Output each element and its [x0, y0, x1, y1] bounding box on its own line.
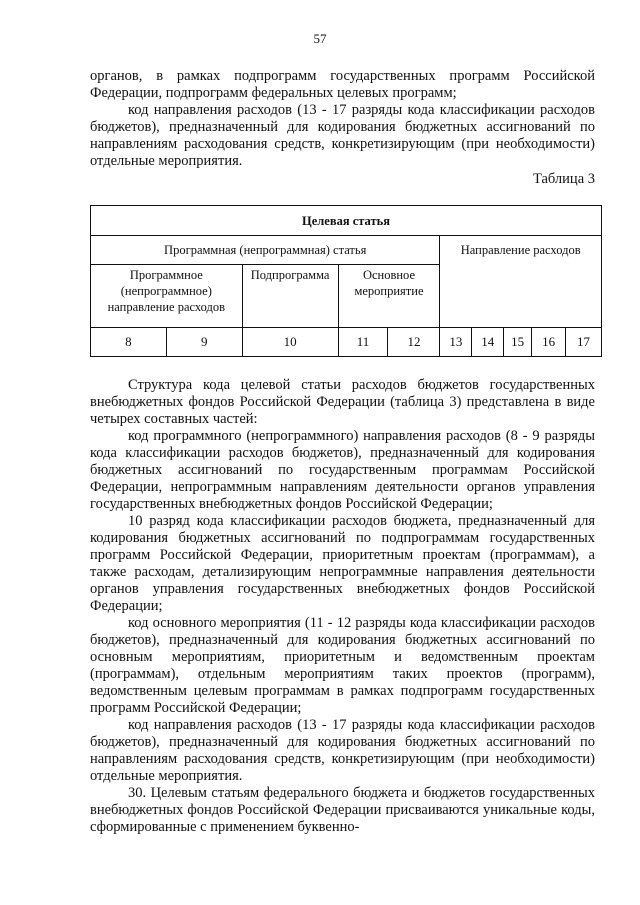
digit-cell: 8 [91, 328, 167, 357]
paragraph: Структура кода целевой статьи расходов бюджетов государственных внебюджетных фондов Российской Федерации (таблица 3) представлена в виде четырех составных частей: [90, 377, 595, 427]
paragraph: код программного (непрограммного) направления расходов (8 - 9 разряды кода классификации расходов бюджетов), предназначенный для кодирования бюджетных ассигнований по государственным программам Российской Федерации, непрограммным направлениям деятельности органов управления государственных внебюджетных фондов Российской Федерации; [90, 428, 595, 512]
paragraph: органов, в рамках подпрограмм государственных программ Российской Федерации, подпрограмм федеральных целевых программ; [90, 68, 595, 101]
paragraph: код направления расходов (13 - 17 разряды кода классификации расходов бюджетов), предназначенный для кодирования бюджетных ассигнований по направлениям расходования средств, конкретизирующим (при необходимости) отдельные мероприятия. [90, 717, 595, 784]
paragraph: 30. Целевым статьям федерального бюджета и бюджетов государственных внебюджетных фондов Российской Федерации присваиваются уникальные коды, сформированные с применением буквенно- [90, 785, 595, 835]
digit-cell: 12 [388, 328, 440, 357]
digit-cell: 9 [166, 328, 242, 357]
table-title-cell: Целевая статья [91, 206, 602, 236]
code-structure-table [90, 205, 602, 357]
digit-cell: 11 [338, 328, 388, 357]
digit-cell: 14 [472, 328, 504, 357]
table-label: Таблица 3 [532, 171, 595, 187]
program-direction-header: Программное (непрограммное) направление расходов [91, 265, 243, 328]
digit-cell: 17 [566, 328, 602, 357]
expense-direction-header: Направление расходов [440, 236, 602, 328]
paragraph: 10 разряд кода классификации расходов бюджета, предназначенный для кодирования бюджетных ассигнований по подпрограммам государственных программ Российской Федерации, приоритетным проектам (программам), а также расходам, детализирующим непрограммные направления деятельности органов управления государственных внебюджетных фондов Российской Федерации; [90, 513, 595, 614]
digit-cell: 10 [242, 328, 338, 357]
main-event-header: Основное мероприятие [338, 265, 440, 328]
digit-cell: 13 [440, 328, 472, 357]
subprogram-header: Подпрограмма [242, 265, 338, 328]
program-article-header: Программная (непрограммная) статья [91, 236, 440, 265]
paragraph: код основного мероприятия (11 - 12 разряды кода классификации расходов бюджетов), предназначенный для кодирования бюджетных ассигнований по основным мероприятиям, приоритетным и ведомственным проектам (программам), отдельным мероприятиям таких проектов (программ), ведомственным целевым программам в рамках подпрограмм государственных программ Российской Федерации; [90, 615, 595, 716]
top-text-block [90, 68, 595, 170]
page-number: 57 [313, 31, 327, 46]
digit-cell: 16 [532, 328, 566, 357]
digit-cell: 15 [504, 328, 532, 357]
paragraph: код направления расходов (13 - 17 разряды кода классификации расходов бюджетов), предназначенный для кодирования бюджетных ассигнований по направлениям расходования средств, конкретизирующим (при необходимости) отдельные мероприятия. [90, 102, 595, 169]
bottom-text-block [90, 377, 595, 836]
